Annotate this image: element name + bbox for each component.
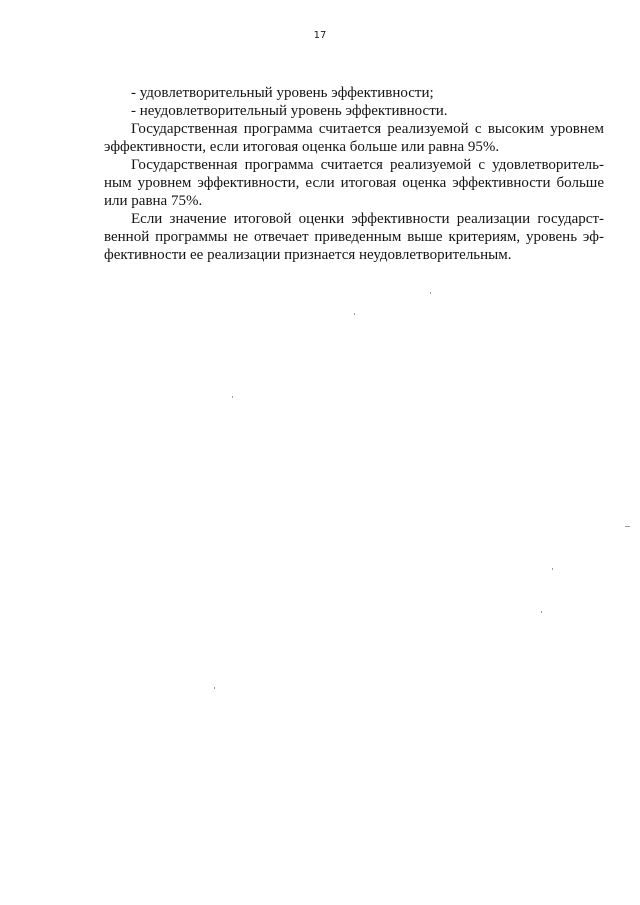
list-item-unsatisfactory: - неудовлетворительный уровень эффективности. xyxy=(131,103,448,119)
scan-speck xyxy=(625,526,630,527)
paragraph-high-line-1: Государственная программа считается реализуемой с высоким уровнем xyxy=(131,121,604,137)
list-item-satisfactory: - удовлетворительный уровень эффективности; xyxy=(131,85,434,101)
scan-speck xyxy=(214,687,215,689)
paragraph-high-line-2: эффективности, если итоговая оценка больше или равна 95%. xyxy=(104,139,500,155)
paragraph-unsatisfactory-line-1: Если значение итоговой оценки эффективности реализации государст- xyxy=(131,211,604,227)
paragraph-unsatisfactory-line-2: венной программы не отвечает приведенным выше критериям, уровень эф- xyxy=(104,229,604,245)
scan-speck xyxy=(430,292,431,294)
paragraph-satisfactory-line-1: Государственная программа считается реализуемой с удовлетворитель- xyxy=(131,157,604,173)
page-number: 17 xyxy=(313,30,327,41)
paragraph-satisfactory-line-3: или равна 75%. xyxy=(104,193,203,209)
scan-speck xyxy=(354,313,355,315)
scan-speck xyxy=(552,568,553,570)
scan-speck xyxy=(232,396,233,398)
paragraph-unsatisfactory-line-3: фективности ее реализации признается неудовлетворительным. xyxy=(104,247,512,263)
paragraph-satisfactory-line-2: ным уровнем эффективности, если итоговая оценка эффективности больше xyxy=(104,175,604,191)
scan-speck xyxy=(541,611,542,613)
